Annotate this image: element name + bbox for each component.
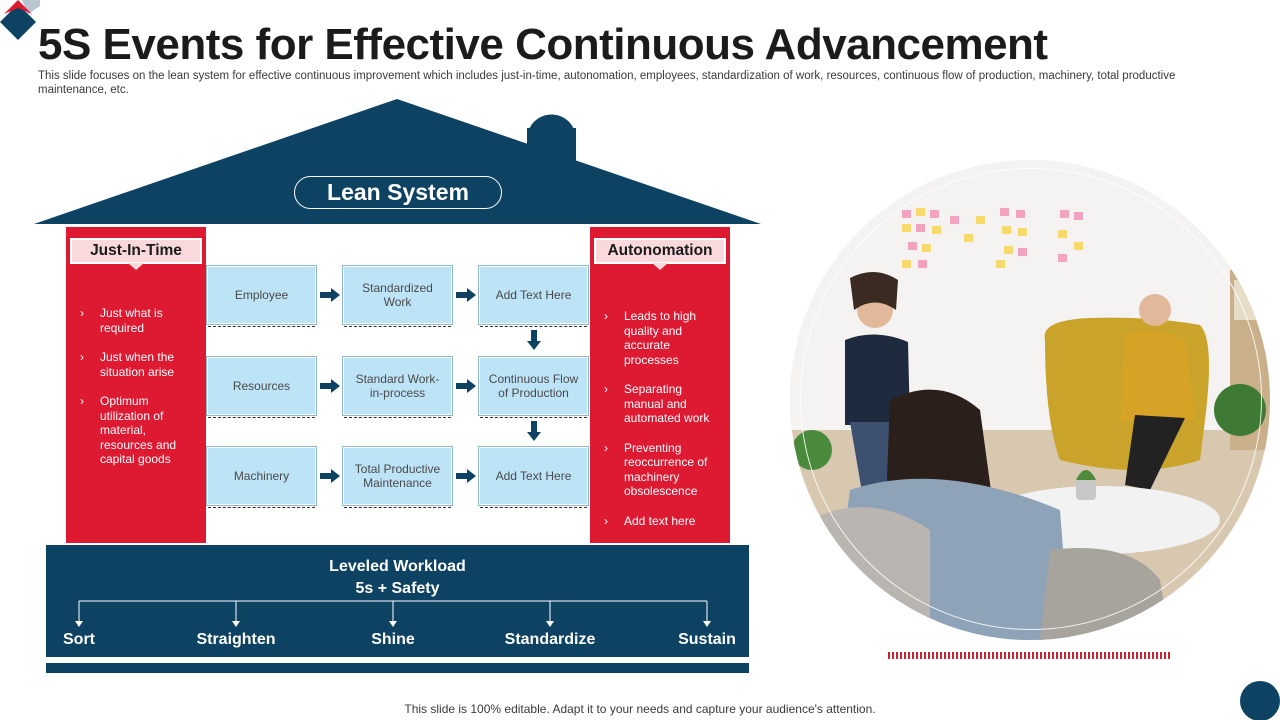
step-shine: Shine [371,631,415,648]
house-base [46,545,749,657]
arrow-right-icon [320,379,340,393]
autonomation-heading: Autonomation [594,238,726,264]
team-meeting-photo [790,160,1270,640]
process-box-add-text-1: Add Text Here [479,266,588,324]
list-item: › Preventing reoccurrence of machinery obsolescence [604,440,708,498]
process-box-employee: Employee [207,266,316,324]
just-in-time-list [78,306,200,482]
step-standardize: Standardize [504,631,596,648]
chevron-right-icon: › [604,309,608,323]
chevron-right-icon: › [80,350,84,364]
list-item: › Optimum utilization of material, resources and capital goods [80,394,177,466]
page-title: 5S Events for Effective Continuous Advancement [38,20,1048,69]
chevron-right-icon: › [604,382,608,396]
arrow-right-icon [456,288,476,302]
process-box-continuous-flow: Continuous Flow of Production [479,357,588,415]
list-item: › Leads to high quality and accurate processes [604,309,697,367]
process-box-standard-wip: Standard Work-in-process [343,357,452,415]
process-box-tpm: Total Productive Maintenance [343,447,452,505]
chevron-right-icon: › [80,394,84,408]
footer-note: This slide is 100% editable. Adapt it to your needs and capture your audience's attention. [404,702,876,716]
list-item: › Separating manual and automated work [604,382,710,425]
lean-system-label: Lean System [294,176,502,209]
base-title-line1: Leveled Workload [329,558,466,575]
list-item: › Add text here [604,513,696,528]
arrow-right-icon [320,288,340,302]
photo-illustration [790,160,1270,640]
chevron-right-icon: › [604,440,608,455]
list-item: › Just what is required [80,306,163,335]
process-box-add-text-2: Add Text Here [479,447,588,505]
page-subtitle: This slide focuses on the lean system for effective continuous improvement which includes just-in-time, autonomation, employees, standardization of work, resources, continuous flow of production, machinery, total productive maintenance, etc. [38,70,1176,96]
arrow-right-icon [456,379,476,393]
process-box-standardized-work: Standardized Work [343,266,452,324]
arrow-down-icon [527,421,541,441]
autonomation-pillar [590,227,730,543]
decorative-stripes [888,652,1170,659]
arrow-right-icon [320,469,340,483]
just-in-time-pillar [66,227,206,543]
arrow-right-icon [456,469,476,483]
chevron-right-icon: › [80,306,84,320]
just-in-time-heading: Just-In-Time [70,238,202,264]
chevron-right-icon: › [604,513,608,528]
arrow-down-icon [527,330,541,350]
base-title-line2: 5s + Safety [355,580,440,597]
base-underline-bar [46,663,749,673]
process-box-machinery: Machinery [207,447,316,505]
step-sustain: Sustain [678,631,736,648]
corner-circle-decoration [1240,681,1280,720]
step-sort: Sort [63,631,95,648]
autonomation-list [602,309,724,543]
step-straighten: Straighten [196,631,276,648]
list-item: › Just when the situation arise [80,350,175,379]
process-box-resources: Resources [207,357,316,415]
